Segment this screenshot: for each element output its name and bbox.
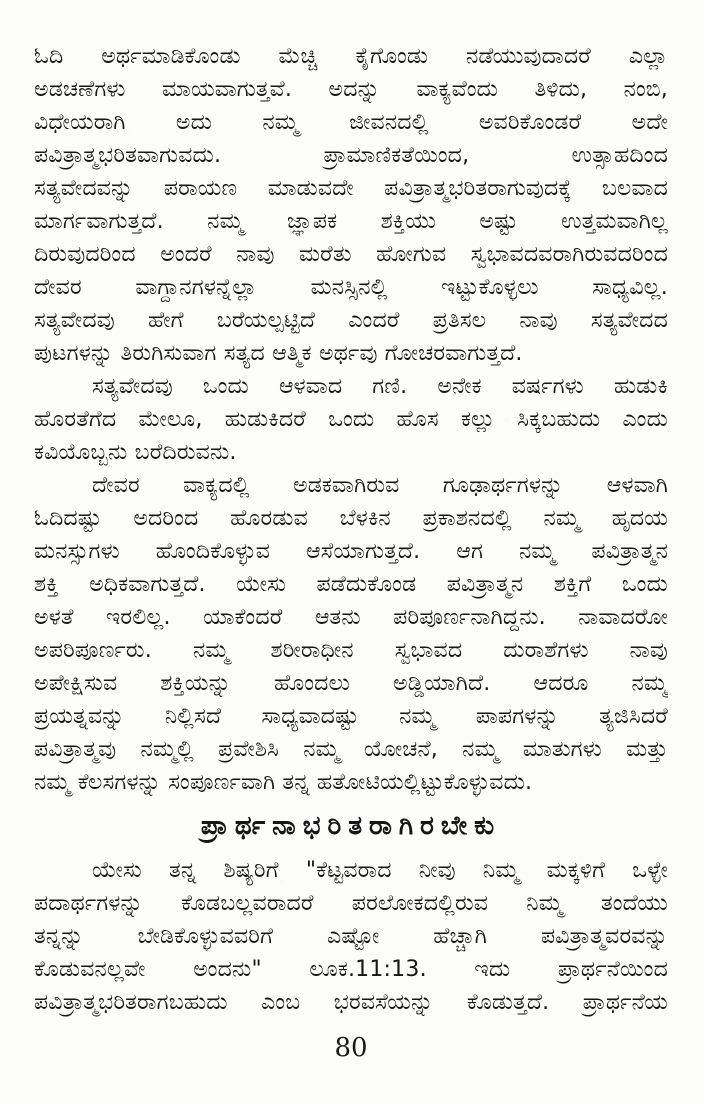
paragraph-4 bbox=[34, 854, 668, 1019]
text-line: ಓದಿ ಅರ್ಥಮಾಡಿಕೊಂಡು ಮೆಚ್ಚಿ ಕೈಗೊಂಡು ನಡೆಯುವುದಾದರೆ ಎಲ್ಲಾ bbox=[34, 44, 668, 69]
text-line: ಕೊಡುವನಲ್ಲವೇ ಅಂದನು" ಲೂಕ.11:13. ಇದು ಪ್ರಾರ್ಥನೆಯಿಂದ bbox=[34, 957, 668, 982]
text-line: ಸತ್ಯವೇದವು ಹೇಗೆ ಬರೆಯಲ್ಪಟ್ಟಿದೆ ಎಂದರೆ ಪ್ರತಿಸಲ ನಾವು ಸತ್ಯವೇದದ bbox=[34, 308, 668, 333]
text-line: ಕವಿಯೊಬ್ಬನು ಬರೆದಿರುವನು. bbox=[34, 440, 237, 465]
text-line: ದಿರುವುದರಿಂದ ಅಂದರೆ ನಾವು ಮರೆತು ಹೋಗುವ ಸ್ವಭಾವದವರಾಗಿರುವದರಿಂದ bbox=[34, 242, 668, 267]
text-line: ಶಕ್ತಿ ಅಧಿಕವಾಗುತ್ತದೆ. ಯೇಸು ಪಡೆದುಕೊಂಡ ಪವಿತ್ರಾತ್ಮನ ಶಕ್ತಿಗೆ ಒಂದು bbox=[34, 572, 668, 597]
text-line: ಓದಿದಷ್ಟು ಅದರಿಂದ ಹೊರಡುವ ಬೆಳಕಿನ ಪ್ರಕಾಶನದಲ್ಲಿ ನಮ್ಮ ಹೃದಯ bbox=[34, 506, 668, 531]
text-line: ಪುಟಗಳನ್ನು ತಿರುಗಿಸುವಾಗ ಸತ್ಯದ ಆತ್ಮಿಕ ಅರ್ಥವು ಗೋಚರವಾಗುತ್ತದೆ. bbox=[34, 341, 523, 366]
text-line: ಹೊರತೆಗೆದ ಮೇಲೂ, ಹುಡುಕಿದರೆ ಒಂದು ಹೊಸ ಕಲ್ಲು ಸಿಕ್ಕಬಹುದು ಎಂದು bbox=[34, 407, 668, 432]
paragraph-1 bbox=[34, 40, 668, 370]
paragraph-3 bbox=[34, 469, 668, 799]
page-number: 80 bbox=[334, 1033, 368, 1063]
text-line: ಮಾರ್ಗವಾಗುತ್ತದೆ. ನಮ್ಮ ಜ್ಞಾಪಕ ಶಕ್ತಿಯು ಅಷ್ಟು ಉತ್ತಮವಾಗಿಲ್ಲ bbox=[34, 209, 668, 234]
body-text bbox=[34, 40, 668, 1063]
text-line: ಪ್ರಯತ್ನವನ್ನು ನಿಲ್ಲಿಸದೆ ಸಾಧ್ಯವಾದಷ್ಟು ನಮ್ಮ ಪಾಪಗಳನ್ನು ತ್ಯಜಿಸಿದರೆ bbox=[34, 704, 668, 729]
text-line: ಪದಾರ್ಥಗಳನ್ನು ಕೊಡಬಲ್ಲವರಾದರೆ ಪರಲೋಕದಲ್ಲಿರುವ ನಿಮ್ಮ ತಂದೆಯು bbox=[34, 891, 668, 916]
text-line: ನಮ್ಮ ಕೆಲಸಗಳನ್ನು ಸಂಪೂರ್ಣವಾಗಿ ತನ್ನ ಹತೋಟಿಯಲ್ಲಿಟ್ಟುಕೊಳ್ಳುವದು. bbox=[34, 770, 533, 795]
text-line: ತನ್ನನ್ನು ಬೇಡಿಕೊಳ್ಳುವವರಿಗೆ ಎಷ್ಟೋ ಹೆಚ್ಚಾಗಿ ಪವಿತ್ರಾತ್ಮವರವನ್ನು bbox=[34, 924, 668, 949]
text-line: ಪವಿತ್ರಾತ್ಮವು ನಮ್ಮಲ್ಲಿ ಪ್ರವೇಶಿಸಿ ನಮ್ಮ ಯೋಚನೆ, ನಮ್ಮ ಮಾತುಗಳು ಮತ್ತು bbox=[34, 737, 668, 762]
paragraph-2 bbox=[34, 370, 668, 469]
text-line: ಸತ್ಯವೇದವು ಒಂದು ಆಳವಾದ ಗಣಿ. ಅನೇಕ ವರ್ಷಗಳು ಹುಡುಕಿ bbox=[92, 374, 668, 399]
text-line: ಪವಿತ್ರಾತ್ಮಭರಿತವಾಗುವದು. ಪ್ರಾಮಾಣಿಕತೆಯಿಂದ, ಉತ್ಸಾಹದಿಂದ bbox=[34, 143, 668, 168]
text-line: ಸತ್ಯವೇದವನ್ನು ಪರಾಯಣ ಮಾಡುವದೇ ಪವಿತ್ರಾತ್ಮಭರಿತರಾಗುವುದಕ್ಕೆ ಬಲವಾದ bbox=[34, 176, 668, 201]
section-heading: ಪ್ರಾರ್ಥನಾಭರಿತರಾಗಿರಬೇಕು bbox=[200, 811, 502, 841]
text-line: ದೇವರ ವಾಗ್ದಾನಗಳನ್ನೆಲ್ಲಾ ಮನಸ್ಸಿನಲ್ಲಿ ಇಟ್ಟುಕೊಳ್ಳಲು ಸಾಧ್ಯವಿಲ್ಲ. bbox=[34, 275, 668, 300]
text-line: ಪವಿತ್ರಾತ್ಮಭರಿತರಾಗಬಹುದು ಎಂಬ ಭರವಸೆಯನ್ನು ಕೊಡುತ್ತದೆ. ಪ್ರಾರ್ಥನೆಯ bbox=[34, 990, 668, 1015]
text-line: ಅಳತೆ ಇರಲಿಲ್ಲ. ಯಾಕೆಂದರೆ ಆತನು ಪರಿಪೂರ್ಣನಾಗಿದ್ದನು. ನಾವಾದರೋ bbox=[34, 605, 668, 630]
text-line: ಅಪರಿಪೂರ್ಣರು. ನಮ್ಮ ಶರೀರಾಧೀನ ಸ್ವಭಾವದ ದುರಾಶೆಗಳು ನಾವು bbox=[34, 638, 668, 663]
text-line: ಮನಸ್ಸುಗಳು ಹೊಂದಿಕೊಳ್ಳುವ ಆಸೆಯಾಗುತ್ತದೆ. ಆಗ ನಮ್ಮ ಪವಿತ್ರಾತ್ಮನ bbox=[34, 539, 668, 564]
text-line: ಅಪೇಕ್ಷಿಸುವ ಶಕ್ತಿಯನ್ನು ಹೊಂದಲು ಅಡ್ಡಿಯಾಗಿದೆ. ಆದರೂ ನಮ್ಮ bbox=[34, 671, 668, 696]
text-line: ದೇವರ ವಾಕ್ಯದಲ್ಲಿ ಅಡಕವಾಗಿರುವ ಗೂಢಾರ್ಥಗಳನ್ನು ಆಳವಾಗಿ bbox=[92, 473, 668, 498]
text-line: ವಿಧೇಯರಾಗಿ ಅದು ನಮ್ಮ ಜೀವನದಲ್ಲಿ ಅವರಿಕೊಂಡರೆ ಅದೇ bbox=[34, 110, 668, 135]
text-line: ಅಡಚಣೆಗಳು ಮಾಯವಾಗುತ್ತವೆ. ಅದನ್ನು ವಾಕ್ಯವೆಂದು ತಿಳಿದು, ನಂಬಿ, bbox=[34, 77, 668, 102]
text-line: ಯೇಸು ತನ್ನ ಶಿಷ್ಯರಿಗೆ "ಕೆಟ್ಟವರಾದ ನೀವು ನಿಮ್ಮ ಮಕ್ಕಳಿಗೆ ಒಳ್ಳೇ bbox=[92, 858, 668, 883]
